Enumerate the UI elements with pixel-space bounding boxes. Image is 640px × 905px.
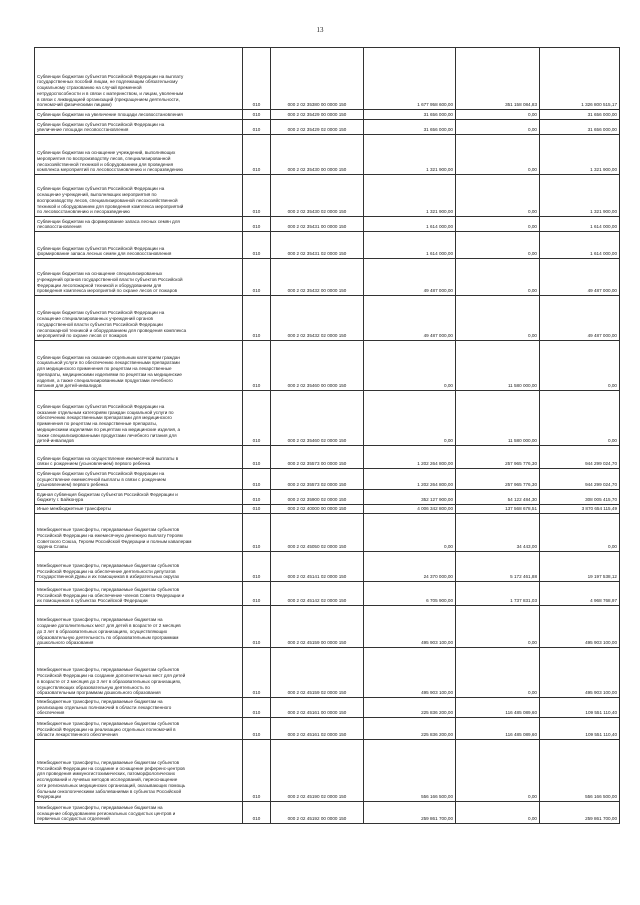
row-plan: 49 487 000,00 <box>364 296 456 341</box>
row-code: 010 <box>243 552 271 582</box>
row-code: 010 <box>243 217 271 232</box>
row-plan: 495 903 100,00 <box>364 648 456 698</box>
row-code: 010 <box>243 740 271 802</box>
row-plan: 1 677 958 600,00 <box>364 48 456 110</box>
row-plan: 1 202 264 800,00 <box>364 469 456 490</box>
row-fact: 54 122 484,30 <box>456 490 540 505</box>
row-code: 010 <box>243 259 271 296</box>
row-kbk: 000 2 02 45161 02 0000 150 <box>271 718 364 740</box>
row-plan: 31 656 000,00 <box>364 120 456 135</box>
row-rest: 944 299 024,70 <box>540 469 620 490</box>
table-row <box>35 259 620 296</box>
row-plan: 24 370 000,00 <box>364 552 456 582</box>
row-kbk: 000 2 02 45161 00 0000 150 <box>271 698 364 718</box>
row-plan: 495 903 100,00 <box>364 606 456 648</box>
row-name: Субвенции бюджетам субъектов Российской Федерации на выплату государственных пособий лицам, не подлежащим обязательному социальному страхованию на случай временной нетрудоспособности и в связи с материнством, и лицам, уволенным в связи с ликвидацией организаций (прекращением деятельности, полномочий физическими лицами) <box>35 48 243 110</box>
row-fact: 0,00 <box>456 232 540 259</box>
row-plan: 0,00 <box>364 341 456 391</box>
row-rest: 495 903 100,00 <box>540 648 620 698</box>
row-rest: 1 321 900,00 <box>540 175 620 217</box>
row-code: 010 <box>243 120 271 135</box>
row-plan: 0,00 <box>364 391 456 446</box>
row-fact: 0,00 <box>456 259 540 296</box>
row-kbk: 000 2 02 45192 00 0000 150 <box>271 802 364 824</box>
row-kbk: 000 2 02 35430 00 0000 150 <box>271 135 364 175</box>
row-code: 010 <box>243 232 271 259</box>
row-kbk: 000 2 02 35460 00 0000 150 <box>271 341 364 391</box>
row-fact: 1 737 831,03 <box>456 582 540 606</box>
row-fact: 137 568 678,51 <box>456 505 540 514</box>
table-row <box>35 552 620 582</box>
row-name: Субвенции бюджетам на оснащение специализированных учреждений органов государственной власти субъектов Российской Федерации лесопожарной техникой и оборудованием для проведения комплекса мероприятий по охране лесов от пожаров <box>35 259 243 296</box>
table-row <box>35 740 620 802</box>
row-code: 010 <box>243 606 271 648</box>
row-fact: 34 443,00 <box>456 514 540 552</box>
row-kbk: 000 2 02 45159 02 0000 150 <box>271 648 364 698</box>
row-code: 010 <box>243 175 271 217</box>
table-row <box>35 217 620 232</box>
row-code: 010 <box>243 135 271 175</box>
row-kbk: 000 2 02 35429 02 0000 150 <box>271 120 364 135</box>
row-kbk: 000 2 02 35900 02 0000 150 <box>271 490 364 505</box>
row-fact: 11 580 000,00 <box>456 391 540 446</box>
row-plan: 0,00 <box>364 514 456 552</box>
row-name: Межбюджетные трансферты, передаваемые бюджетам субъектов Российской Федерации на ежемесячную денежную выплату Героям Советского Союза, Героям Российской Федерации и полным кавалерам ордена Славы <box>35 514 243 552</box>
row-fact: 11 580 000,00 <box>456 341 540 391</box>
row-fact: 351 158 084,83 <box>456 48 540 110</box>
row-kbk: 000 2 02 45159 00 0000 150 <box>271 606 364 648</box>
row-code: 010 <box>243 446 271 469</box>
row-kbk: 000 2 02 35432 00 0000 150 <box>271 259 364 296</box>
row-rest: 49 487 000,00 <box>540 259 620 296</box>
row-code: 010 <box>243 505 271 514</box>
table-row <box>35 446 620 469</box>
row-code: 010 <box>243 490 271 505</box>
row-rest: 495 903 100,00 <box>540 606 620 648</box>
row-name: Субвенции бюджетам субъектов Российской Федерации на оказание отдельным категориям граждан социальной услуги по обеспечению лекарственными препаратами для медицинского применения по рецептам на лекарственные препараты, медицинскими изделиями по рецептам на медицинские изделия, а также специализированными продуктами лечебного питания для детей-инвалидов <box>35 391 243 446</box>
table-row <box>35 582 620 606</box>
row-name: Иные межбюджетные трансферты <box>35 505 243 514</box>
row-name: Межбюджетные трансферты, передаваемые бюджетам на создание дополнительных мест для детей в возрасте от 2 месяцев до 3 лет в образовательных организациях, осуществляющих образовательную деятельность по образовательным программам дошкольного образования <box>35 606 243 648</box>
row-kbk: 000 2 02 35460 02 0000 150 <box>271 391 364 446</box>
page-number: 13 <box>316 26 324 34</box>
row-fact: 0,00 <box>456 217 540 232</box>
row-fact: 0,00 <box>456 606 540 648</box>
table-row <box>35 514 620 552</box>
row-rest: 0,00 <box>540 391 620 446</box>
row-rest: 1 326 800 515,17 <box>540 48 620 110</box>
row-name: Межбюджетные трансферты, передаваемые бюджетам на оснащение оборудованием региональных сосудистых центров и первичных сосудистых отделений <box>35 802 243 824</box>
row-plan: 1 614 000,00 <box>364 232 456 259</box>
row-fact: 0,00 <box>456 648 540 698</box>
row-fact: 0,00 <box>456 740 540 802</box>
row-name: Субвенции бюджетам субъектов Российской Федерации на осуществление ежемесячной выплаты в связи с рождением (усыновлением) первого ребенка <box>35 469 243 490</box>
table-row <box>35 698 620 718</box>
row-fact: 0,00 <box>456 110 540 120</box>
row-name: Субвенции бюджетам субъектов Российской Федерации на оснащение учреждений, выполняющих мероприятия по воспроизводству лесов, специализированной лесохозяйственной техникой и оборудованием для проведения комплекса мероприятий по лесовосстановлению и лесоразведению <box>35 175 243 217</box>
row-rest: 556 166 500,00 <box>540 740 620 802</box>
row-kbk: 000 2 02 35431 00 0000 150 <box>271 217 364 232</box>
row-rest: 19 197 538,12 <box>540 552 620 582</box>
row-code: 010 <box>243 391 271 446</box>
row-kbk: 000 2 02 35430 02 0000 150 <box>271 175 364 217</box>
row-fact: 116 485 089,60 <box>456 698 540 718</box>
table-row <box>35 48 620 110</box>
table-row <box>35 341 620 391</box>
row-name: Субвенции бюджетам на оснащение учреждений, выполняющих мероприятия по воспроизводству лесов, специализированной лесохозяйственной техникой и оборудованием для проведения комплекса мероприятий по лесовосстановлению и лесоразведению <box>35 135 243 175</box>
table-row <box>35 391 620 446</box>
row-kbk: 000 2 02 35573 02 0000 150 <box>271 469 364 490</box>
row-kbk: 000 2 02 40000 00 0000 150 <box>271 505 364 514</box>
row-name: Единая субвенция бюджетам субъектов Российской Федерации и бюджету г. Байконура <box>35 490 243 505</box>
row-kbk: 000 2 02 35573 00 0000 150 <box>271 446 364 469</box>
row-fact: 0,00 <box>456 120 540 135</box>
row-rest: 109 551 110,40 <box>540 698 620 718</box>
row-kbk: 000 2 02 45050 02 0000 150 <box>271 514 364 552</box>
row-name: Субвенции бюджетам субъектов Российской Федерации на оснащение специализированных учреждений органов государственной власти субъектов Российской Федерации лесопожарной техникой и оборудованием для проведения комплекса мероприятий по охране лесов от пожаров <box>35 296 243 341</box>
table-row <box>35 232 620 259</box>
row-name: Межбюджетные трансферты, передаваемые бюджетам субъектов Российской Федерации на обеспечение деятельности депутатов Государственной Думы и их помощников в избирательных округах <box>35 552 243 582</box>
row-plan: 556 166 500,00 <box>364 740 456 802</box>
row-rest: 308 005 415,70 <box>540 490 620 505</box>
row-rest: 1 614 000,00 <box>540 217 620 232</box>
table-row <box>35 110 620 120</box>
row-plan: 1 614 000,00 <box>364 217 456 232</box>
row-name: Межбюджетные трансферты, передаваемые бюджетам на реализацию отдельных полномочий в области лекарственного обеспечения <box>35 698 243 718</box>
row-kbk: 000 2 02 35380 00 0000 150 <box>271 48 364 110</box>
row-name: Межбюджетные трансферты, передаваемые бюджетам субъектов Российской Федерации на создание и оснащение референс-центров для проведения иммуногистохимических, патоморфологических исследований и лучевых методов исследований, переоснащение сети региональных медицинских организаций, оказывающих помощь больным онкологическими заболеваниями в субъектах Российской Федерации <box>35 740 243 802</box>
row-fact: 0,00 <box>456 135 540 175</box>
row-name: Субвенции бюджетам на осуществление ежемесячной выплаты в связи с рождением (усыновлением) первого ребенка <box>35 446 243 469</box>
row-fact: 257 965 776,30 <box>456 469 540 490</box>
row-code: 010 <box>243 110 271 120</box>
row-rest: 0,00 <box>540 514 620 552</box>
table-row <box>35 802 620 824</box>
row-rest: 3 870 654 115,49 <box>540 505 620 514</box>
table-row <box>35 296 620 341</box>
row-rest: 31 656 000,00 <box>540 110 620 120</box>
row-kbk: 000 2 02 45190 02 0000 150 <box>271 740 364 802</box>
row-plan: 1 202 264 800,00 <box>364 446 456 469</box>
row-name: Межбюджетные трансферты, передаваемые бюджетам субъектов Российской Федерации на создание дополнительных мест для детей в возрасте от 2 месяцев до 3 лет в образовательных организациях, осуществляющих образовательную деятельность по образовательным программам дошкольного образования <box>35 648 243 698</box>
row-name: Межбюджетные трансферты, передаваемые бюджетам субъектов Российской Федерации на обеспечение членов Совета Федерации и их помощников в субъектах Российской Федерации <box>35 582 243 606</box>
row-code: 010 <box>243 469 271 490</box>
row-name: Субвенции бюджетам субъектов Российской Федерации на увеличение площади лесовосстановления <box>35 120 243 135</box>
table-row <box>35 490 620 505</box>
row-rest: 1 614 000,00 <box>540 232 620 259</box>
row-code: 010 <box>243 802 271 824</box>
row-kbk: 000 2 02 45142 02 0000 150 <box>271 582 364 606</box>
row-fact: 257 965 776,30 <box>456 446 540 469</box>
row-fact: 116 485 089,60 <box>456 718 540 740</box>
row-plan: 225 836 200,00 <box>364 698 456 718</box>
row-code: 010 <box>243 514 271 552</box>
row-code: 010 <box>243 341 271 391</box>
row-plan: 352 127 900,00 <box>364 490 456 505</box>
row-rest: 259 861 700,00 <box>540 802 620 824</box>
row-plan: 1 321 900,00 <box>364 135 456 175</box>
row-rest: 0,00 <box>540 341 620 391</box>
row-rest: 1 321 900,00 <box>540 135 620 175</box>
row-fact: 0,00 <box>456 802 540 824</box>
table-row <box>35 606 620 648</box>
row-code: 010 <box>243 718 271 740</box>
row-kbk: 000 2 02 35429 00 0000 150 <box>271 110 364 120</box>
row-code: 010 <box>243 648 271 698</box>
table-row <box>35 135 620 175</box>
row-rest: 31 656 000,00 <box>540 120 620 135</box>
budget-table <box>34 47 620 824</box>
row-fact: 0,00 <box>456 296 540 341</box>
row-name: Субвенции бюджетам субъектов Российской Федерации на формирование запаса лесных семян для лесовосстановления <box>35 232 243 259</box>
table-row <box>35 469 620 490</box>
row-plan: 259 861 700,00 <box>364 802 456 824</box>
row-plan: 4 006 342 800,00 <box>364 505 456 514</box>
row-plan: 6 705 900,00 <box>364 582 456 606</box>
table-row <box>35 175 620 217</box>
row-rest: 4 968 768,97 <box>540 582 620 606</box>
row-plan: 49 487 000,00 <box>364 259 456 296</box>
row-kbk: 000 2 02 35432 02 0000 150 <box>271 296 364 341</box>
row-rest: 109 551 110,40 <box>540 718 620 740</box>
row-code: 010 <box>243 296 271 341</box>
row-name: Субвенции бюджетам на оказание отдельным категориям граждан социальной услуги по обеспечению лекарственными препаратами для медицинского применения по рецептам на лекарственные препараты, медицинскими изделиями по рецептам на медицинские изделия, а также специализированными продуктами лечебного питания для детей-инвалидов <box>35 341 243 391</box>
row-code: 010 <box>243 582 271 606</box>
row-kbk: 000 2 02 45141 02 0000 150 <box>271 552 364 582</box>
table-row <box>35 718 620 740</box>
row-plan: 225 836 200,00 <box>364 718 456 740</box>
row-rest: 49 487 000,00 <box>540 296 620 341</box>
row-plan: 31 656 000,00 <box>364 110 456 120</box>
row-code: 010 <box>243 48 271 110</box>
table-row <box>35 648 620 698</box>
row-fact: 0,00 <box>456 175 540 217</box>
row-rest: 944 299 024,70 <box>540 446 620 469</box>
row-name: Межбюджетные трансферты, передаваемые бюджетам субъектов Российской Федерации на реализацию отдельных полномочий в области лекарственного обеспечения <box>35 718 243 740</box>
row-kbk: 000 2 02 35431 02 0000 150 <box>271 232 364 259</box>
row-name: Субвенции бюджетам на увеличение площади лесовосстановления <box>35 110 243 120</box>
row-name: Субвенции бюджетам на формирование запаса лесных семян для лесовосстановления <box>35 217 243 232</box>
row-code: 010 <box>243 698 271 718</box>
row-fact: 5 172 461,88 <box>456 552 540 582</box>
table-row <box>35 505 620 514</box>
table-row <box>35 120 620 135</box>
row-plan: 1 321 900,00 <box>364 175 456 217</box>
